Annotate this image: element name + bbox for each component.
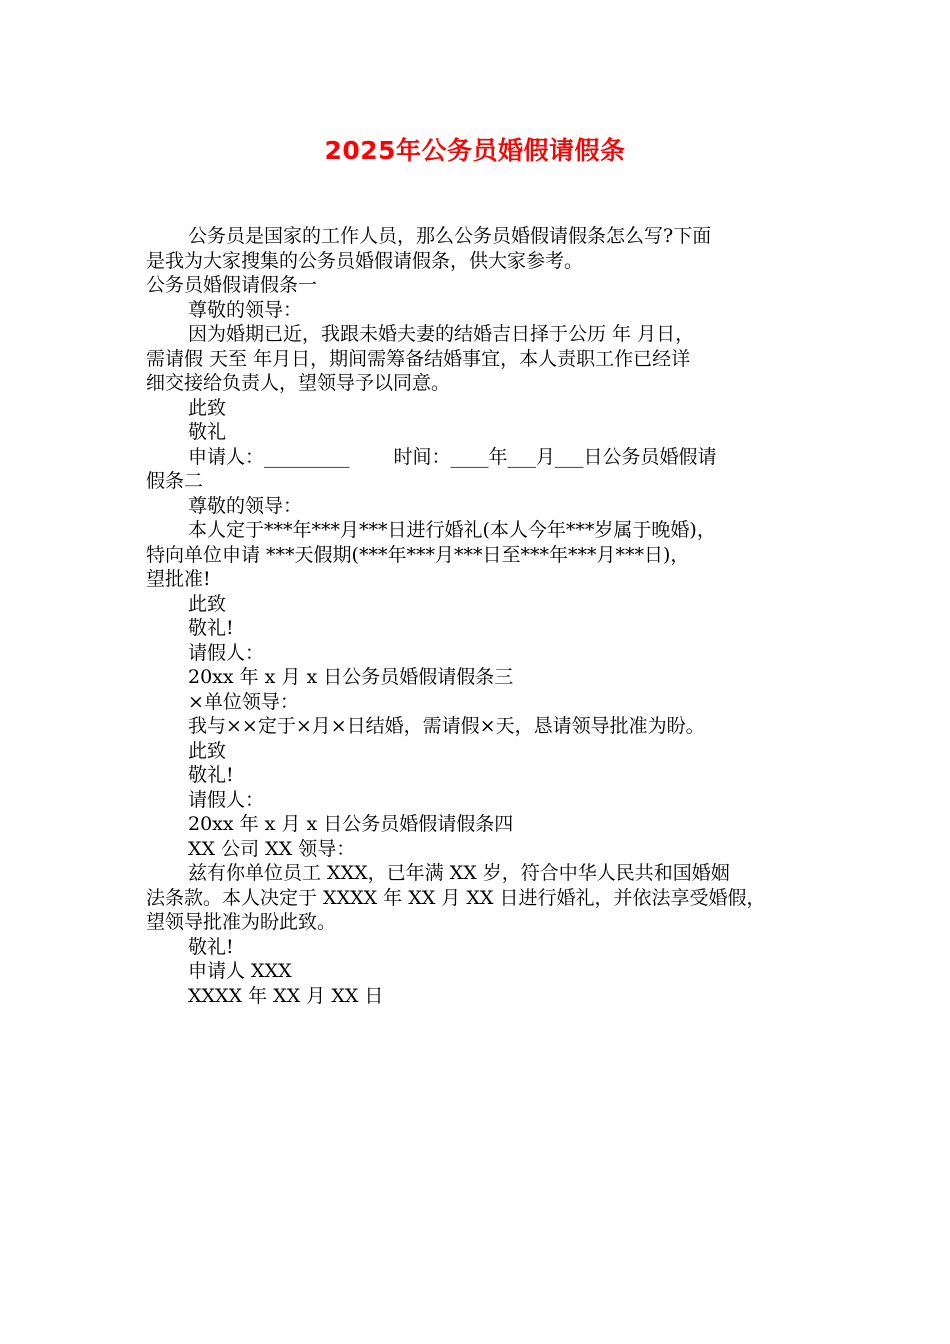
document-line: 本人定于***年***月***日进行婚礼(本人今年***岁属于晚婚)， <box>188 519 716 541</box>
document-line: 敬礼! <box>188 617 234 639</box>
document-line: 兹有你单位员工 XXX，已年满 XX 岁，符合中华人民共和国婚姻 <box>188 862 730 884</box>
document-line: 敬礼! <box>188 764 234 786</box>
document-line: 望领导批准为盼此致。 <box>146 911 337 933</box>
document-line: 请假人： <box>188 641 265 664</box>
document-body <box>146 224 808 1008</box>
document-line: 敬礼 <box>188 421 227 443</box>
document-line: 望批准! <box>146 568 211 590</box>
document-line: 此致 <box>188 739 227 762</box>
document-line: 敬礼! <box>188 935 234 958</box>
date-field: 时间：____年___月___日公务员婚假请 <box>393 445 717 468</box>
applicant-field: 申请人：_________ <box>188 445 350 468</box>
document-line: 是我为大家搜集的公务员婚假请假条，供大家参考。 <box>146 249 584 272</box>
document-line <box>146 445 808 470</box>
document-line: 尊敬的领导： <box>188 298 303 321</box>
document-line: 请假人： <box>188 788 265 811</box>
document-line: XXXX 年 XX 月 XX 日 <box>188 984 384 1007</box>
document-line: ×单位领导： <box>188 690 299 713</box>
document-title: 2025年公务员婚假请假条 <box>324 136 626 165</box>
document-line: 20xx 年 x 月 x 日公务员婚假请假条三 <box>188 666 514 688</box>
document-line: 需请假 天至 年月日，期间需筹备结婚事宜，本人责职工作已经详 <box>146 347 691 370</box>
document-line: 申请人 XXX <box>188 960 292 982</box>
document-line: 此致 <box>188 396 227 419</box>
document-line: 公务员婚假请假条一 <box>146 274 318 296</box>
document-line: 20xx 年 x 月 x 日公务员婚假请假条四 <box>188 813 514 835</box>
document-line: 特向单位申请 ***天假期(***年***月***日至***年***月***日)， <box>146 543 690 566</box>
document-line: 假条二 <box>146 470 204 492</box>
document-line: XX 公司 XX 领导： <box>188 837 356 860</box>
document-line: 公务员是国家的工作人员，那么公务员婚假请假条怎么写?下面 <box>188 225 712 247</box>
document-line: 我与××定于×月×日结婚，需请假×天，恳请领导批准为盼。 <box>188 715 705 737</box>
document-line: 此致 <box>188 592 227 615</box>
document-line: 尊敬的领导： <box>188 494 303 517</box>
document-line: 因为婚期已近，我跟未婚夫妻的结婚吉日择于公历 年 月日， <box>188 323 695 345</box>
document-line: 细交接给负责人，望领导予以同意。 <box>146 372 451 394</box>
document-line: 法条款。本人决定于 XXXX 年 XX 月 XX 日进行婚礼，并依法享受婚假， <box>146 886 766 909</box>
